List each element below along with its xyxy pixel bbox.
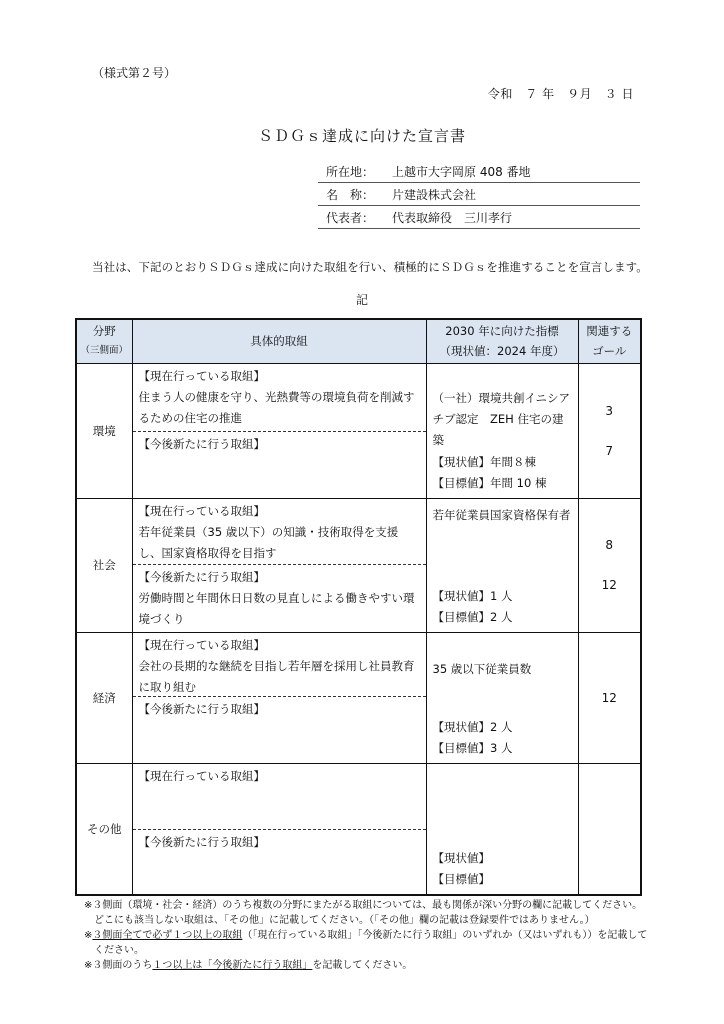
goal-number: 12 (601, 578, 617, 592)
indicator-values (433, 452, 547, 494)
goals-cell (578, 763, 641, 895)
note-3-underlined: １つ以上は「今後新たに行う取組」 (152, 960, 313, 971)
notes (84, 898, 649, 973)
goal-number: 8 (605, 538, 614, 552)
company-name-value: 片建設株式会社 (392, 187, 477, 202)
new-initiative (133, 697, 426, 763)
status-value: 【現状値】 (432, 851, 490, 865)
table-header-row (76, 319, 641, 363)
indicator-cell (426, 632, 578, 763)
new-initiative (133, 432, 426, 498)
new-initiative (133, 830, 426, 895)
field-economy: 経済 (76, 632, 132, 763)
target-value: 【目標値】2 人 (432, 609, 513, 624)
document-date: 令和 ７ 年 ９月 ３ 日 (487, 87, 634, 101)
address-value: 上越市大字岡原 408 番地 (392, 164, 531, 179)
goal-number: 12 (601, 690, 617, 705)
indicator-values (433, 717, 513, 759)
current-label: 【現在行っている取組】 (138, 368, 265, 383)
header-field-sub: （三側面） (80, 345, 128, 357)
goals-cell (578, 363, 641, 498)
new-label: 【今後新たに行う取組】 (138, 436, 265, 451)
current-label: 【現在行っている取組】 (138, 637, 265, 652)
status-value: 【現状値】2 人 (432, 719, 513, 734)
table-row (76, 363, 641, 498)
current-initiative (133, 364, 426, 432)
header-field-label: 分野 (92, 324, 116, 339)
note-2-underlined: ３側面全てで必ず１つ以上の取組 (92, 930, 243, 941)
table-row (76, 632, 641, 763)
field-environment: 環境 (76, 363, 132, 498)
new-label: 【今後新たに行う取組】 (138, 569, 265, 584)
initiatives-cell (132, 498, 426, 632)
indicator-text: 若年従業員国家資格保有者 (432, 507, 571, 522)
declaration-text: 当社は、下記のとおりＳＤＧｓ達成に向けた取組を行い、積極的にＳＤＧｓを推進することを宣言します。 (92, 260, 648, 274)
status-value: 【現状値】年間８棟 (432, 454, 536, 469)
note-3 (84, 958, 649, 973)
indicator-cell (426, 498, 578, 632)
ki-heading: 記 (355, 293, 368, 307)
current-initiative (133, 499, 426, 565)
current-text: 会社の長期的な継続を目指し若年層を採用し社員教育に取り組む (138, 658, 415, 694)
table-row (76, 763, 641, 895)
target-value: 【目標値】年間 10 棟 (432, 475, 547, 490)
header-indicator-line2: （現状値：2024 年度） (439, 344, 565, 359)
note-3-prefix: ※３側面のうち (84, 960, 153, 971)
indicator-values (433, 586, 513, 628)
initiatives-cell (132, 763, 426, 895)
document-title: ＳＤＧｓ達成に向けた宣言書 (257, 127, 466, 145)
current-text: 若年従業員（35 歳以下）の知識・技術取得を支援し、国家資格取得を目指す (138, 524, 399, 560)
current-text: 住まう人の健康を守り、光熱費等の環境負荷を削減するための住宅の推進 (138, 389, 415, 425)
indicator-text: （一社）環境共創イニシアチブ認定 ZEH 住宅の建築 (432, 390, 571, 447)
note-2-rest: （「現在行っている取組」「今後新たに行う取組」のいずれか（又はいずれも））を記載してください。 (94, 930, 648, 956)
current-initiative (133, 633, 426, 697)
header-goals-line2: ゴール (592, 344, 627, 359)
representative-row (318, 206, 640, 229)
representative-value: 代表取締役 三川孝行 (392, 210, 513, 225)
table-row (76, 498, 641, 632)
indicator-values (433, 848, 491, 890)
goal-number: 7 (605, 443, 614, 458)
field-society: 社会 (76, 498, 132, 632)
company-name-row (318, 183, 640, 206)
company-name-label: 名 称： (326, 187, 375, 202)
form-number: （様式第２号） (92, 66, 177, 80)
header-goals (578, 319, 641, 363)
note-2-prefix: ※ (84, 930, 93, 941)
status-value: 【現状値】1 人 (432, 588, 513, 603)
indicator-cell (426, 363, 578, 498)
new-initiative (133, 565, 426, 632)
sdgs-table (75, 318, 642, 896)
company-info (318, 160, 640, 229)
representative-label: 代表者： (326, 210, 375, 225)
indicator-text: 35 歳以下従業員数 (432, 661, 532, 676)
field-other: その他 (76, 763, 132, 895)
new-text: 労働時間と年間休日日数の見直しによる働きやすい環境づくり (138, 590, 415, 626)
initiatives-cell (132, 363, 426, 498)
current-label: 【現在行っている取組】 (138, 503, 265, 518)
new-label: 【今後新たに行う取組】 (138, 834, 265, 849)
address-row (318, 160, 640, 183)
indicator-cell (426, 763, 578, 895)
target-value: 【目標値】 (432, 872, 490, 886)
address-label: 所在地： (326, 164, 375, 179)
goal-number: 3 (605, 403, 614, 418)
note-2 (84, 928, 649, 958)
header-indicator-line1: 2030 年に向けた指標 (445, 324, 559, 339)
header-indicator (426, 319, 578, 363)
target-value: 【目標値】3 人 (432, 740, 513, 755)
goals-cell (578, 498, 641, 632)
note-1: ※３側面（環境・社会・経済）のうち複数の分野にまたがる取組については、最も関係が深い分野の欄に記載してください。どこにも該当しない取組は、「その他」に記載してください。（「その他」欄の記載は登録要件ではありません。） (84, 900, 643, 926)
current-initiative (133, 764, 426, 830)
new-label: 【今後新たに行う取組】 (138, 701, 265, 716)
header-field (76, 319, 132, 363)
initiatives-cell (132, 632, 426, 763)
header-goals-line1: 関連する (586, 324, 633, 339)
note-3-rest: を記載してください。 (312, 960, 413, 971)
current-label: 【現在行っている取組】 (138, 768, 265, 783)
goals-cell (578, 632, 641, 763)
header-initiatives: 具体的取組 (132, 319, 426, 363)
